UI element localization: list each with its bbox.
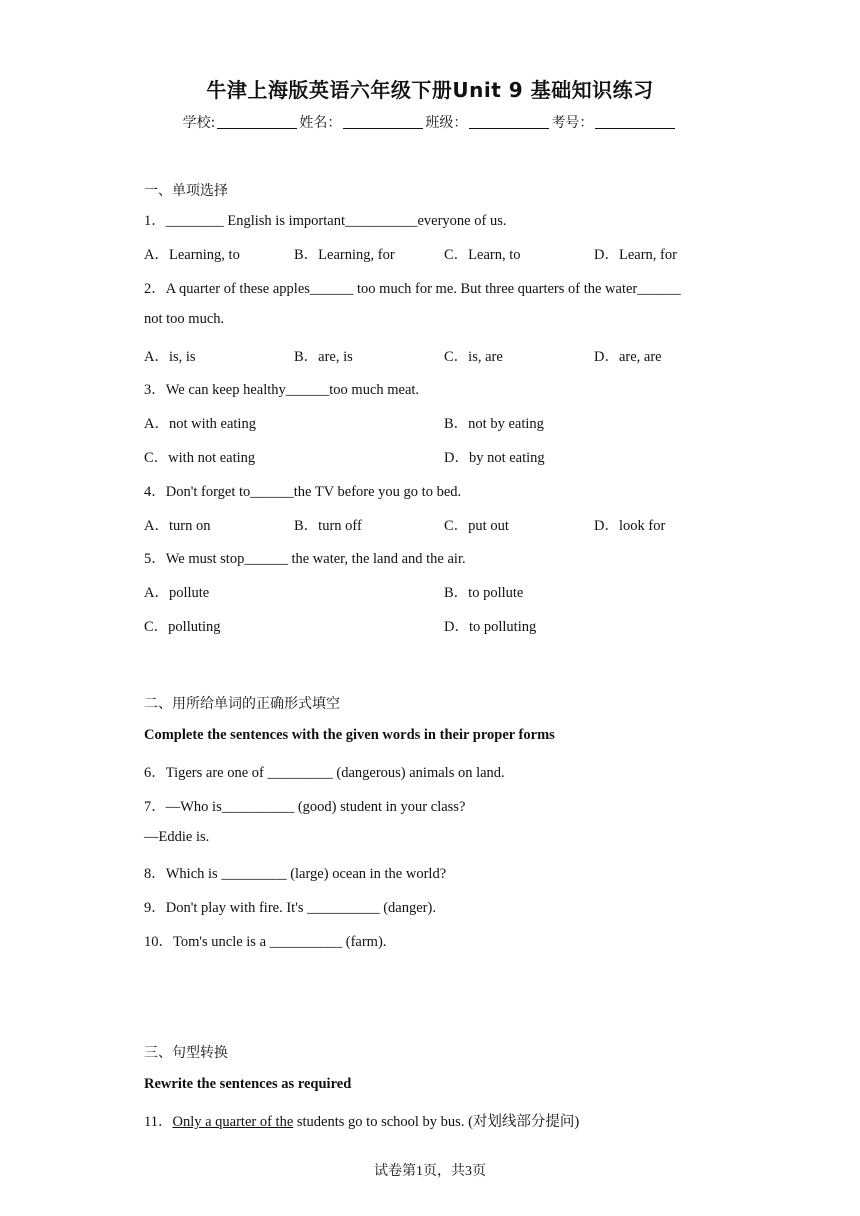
question-4: 4．Don't forget to______the TV before you go to bed. xyxy=(144,484,462,500)
page-title: 牛津上海版英语六年级下册Unit 9 基础知识练习 xyxy=(206,78,654,102)
section2-heading: 二、用所给单词的正确形式填空 xyxy=(144,696,340,712)
q2-option-b: B．are, is xyxy=(294,349,353,365)
question-10: 10．Tom's uncle is a __________ (farm). xyxy=(144,934,387,950)
q11-rest: students go to school by bus. (对划线部分提问) xyxy=(293,1114,580,1130)
q4-option-c: C．put out xyxy=(444,518,509,534)
question-8: 8．Which is _________ (large) ocean in the world? xyxy=(144,866,447,882)
q5-option-b: B．to pollute xyxy=(444,585,524,601)
question-9: 9．Don't play with fire. It's __________ (danger). xyxy=(144,900,436,916)
q1-option-c: C．Learn, to xyxy=(444,247,521,263)
school-label: 学校: xyxy=(182,115,216,131)
exam-no-label: 考号： xyxy=(551,115,594,131)
question-11 xyxy=(144,1110,579,1131)
q5-option-a: A．pollute xyxy=(144,585,210,601)
section1-heading: 一、单项选择 xyxy=(144,183,228,199)
q3-option-b: B．not by eating xyxy=(444,416,544,432)
question-6: 6．Tigers are one of _________ (dangerous) animals on land. xyxy=(144,765,505,781)
q1-option-b: B．Learning, for xyxy=(294,247,395,263)
section2-subheading: Complete the sentences with the given words in their proper forms xyxy=(144,727,555,743)
name-label: 姓名： xyxy=(299,115,342,131)
question-2-cont: not too much. xyxy=(144,311,225,327)
q5-option-d: D．to polluting xyxy=(444,619,537,635)
question-7: 7．—Who is__________ (good) student in your class? xyxy=(144,799,466,815)
class-label: 班级： xyxy=(425,115,468,131)
class-blank xyxy=(469,114,549,129)
q4-option-b: B．turn off xyxy=(294,518,362,534)
q4-option-d: D．look for xyxy=(594,518,666,534)
section3-heading: 三、句型转换 xyxy=(144,1045,228,1061)
q1-option-d: D．Learn, for xyxy=(594,247,677,263)
student-info-line xyxy=(0,112,860,132)
q1-option-a: A．Learning, to xyxy=(144,247,240,263)
q4-option-a: A．turn on xyxy=(144,518,211,534)
question-2: 2．A quarter of these apples______ too much for me. But three quarters of the water______ xyxy=(144,281,681,297)
question-5: 5．We must stop______ the water, the land and the air. xyxy=(144,551,466,567)
q5-option-c: C．polluting xyxy=(144,619,221,635)
q2-option-c: C．is, are xyxy=(444,349,503,365)
exam-no-blank xyxy=(595,114,675,129)
question-3: 3．We can keep healthy______too much meat. xyxy=(144,382,420,398)
page-footer: 试卷第1页，共3页 xyxy=(374,1164,486,1179)
q3-option-d: D．by not eating xyxy=(444,450,545,466)
school-blank xyxy=(217,114,297,129)
section3-subheading: Rewrite the sentences as required xyxy=(144,1076,352,1092)
q11-number: 11． xyxy=(144,1114,173,1130)
q3-option-c: C．with not eating xyxy=(144,450,256,466)
q11-underlined-text: Only a quarter of the xyxy=(172,1114,294,1130)
q2-option-d: D．are, are xyxy=(594,349,662,365)
question-1: 1．________ English is important__________everyone of us. xyxy=(144,213,507,229)
question-7-answer: —Eddie is. xyxy=(144,829,210,845)
q3-option-a: A．not with eating xyxy=(144,416,256,432)
q2-option-a: A．is, is xyxy=(144,349,196,365)
name-blank xyxy=(343,114,423,129)
